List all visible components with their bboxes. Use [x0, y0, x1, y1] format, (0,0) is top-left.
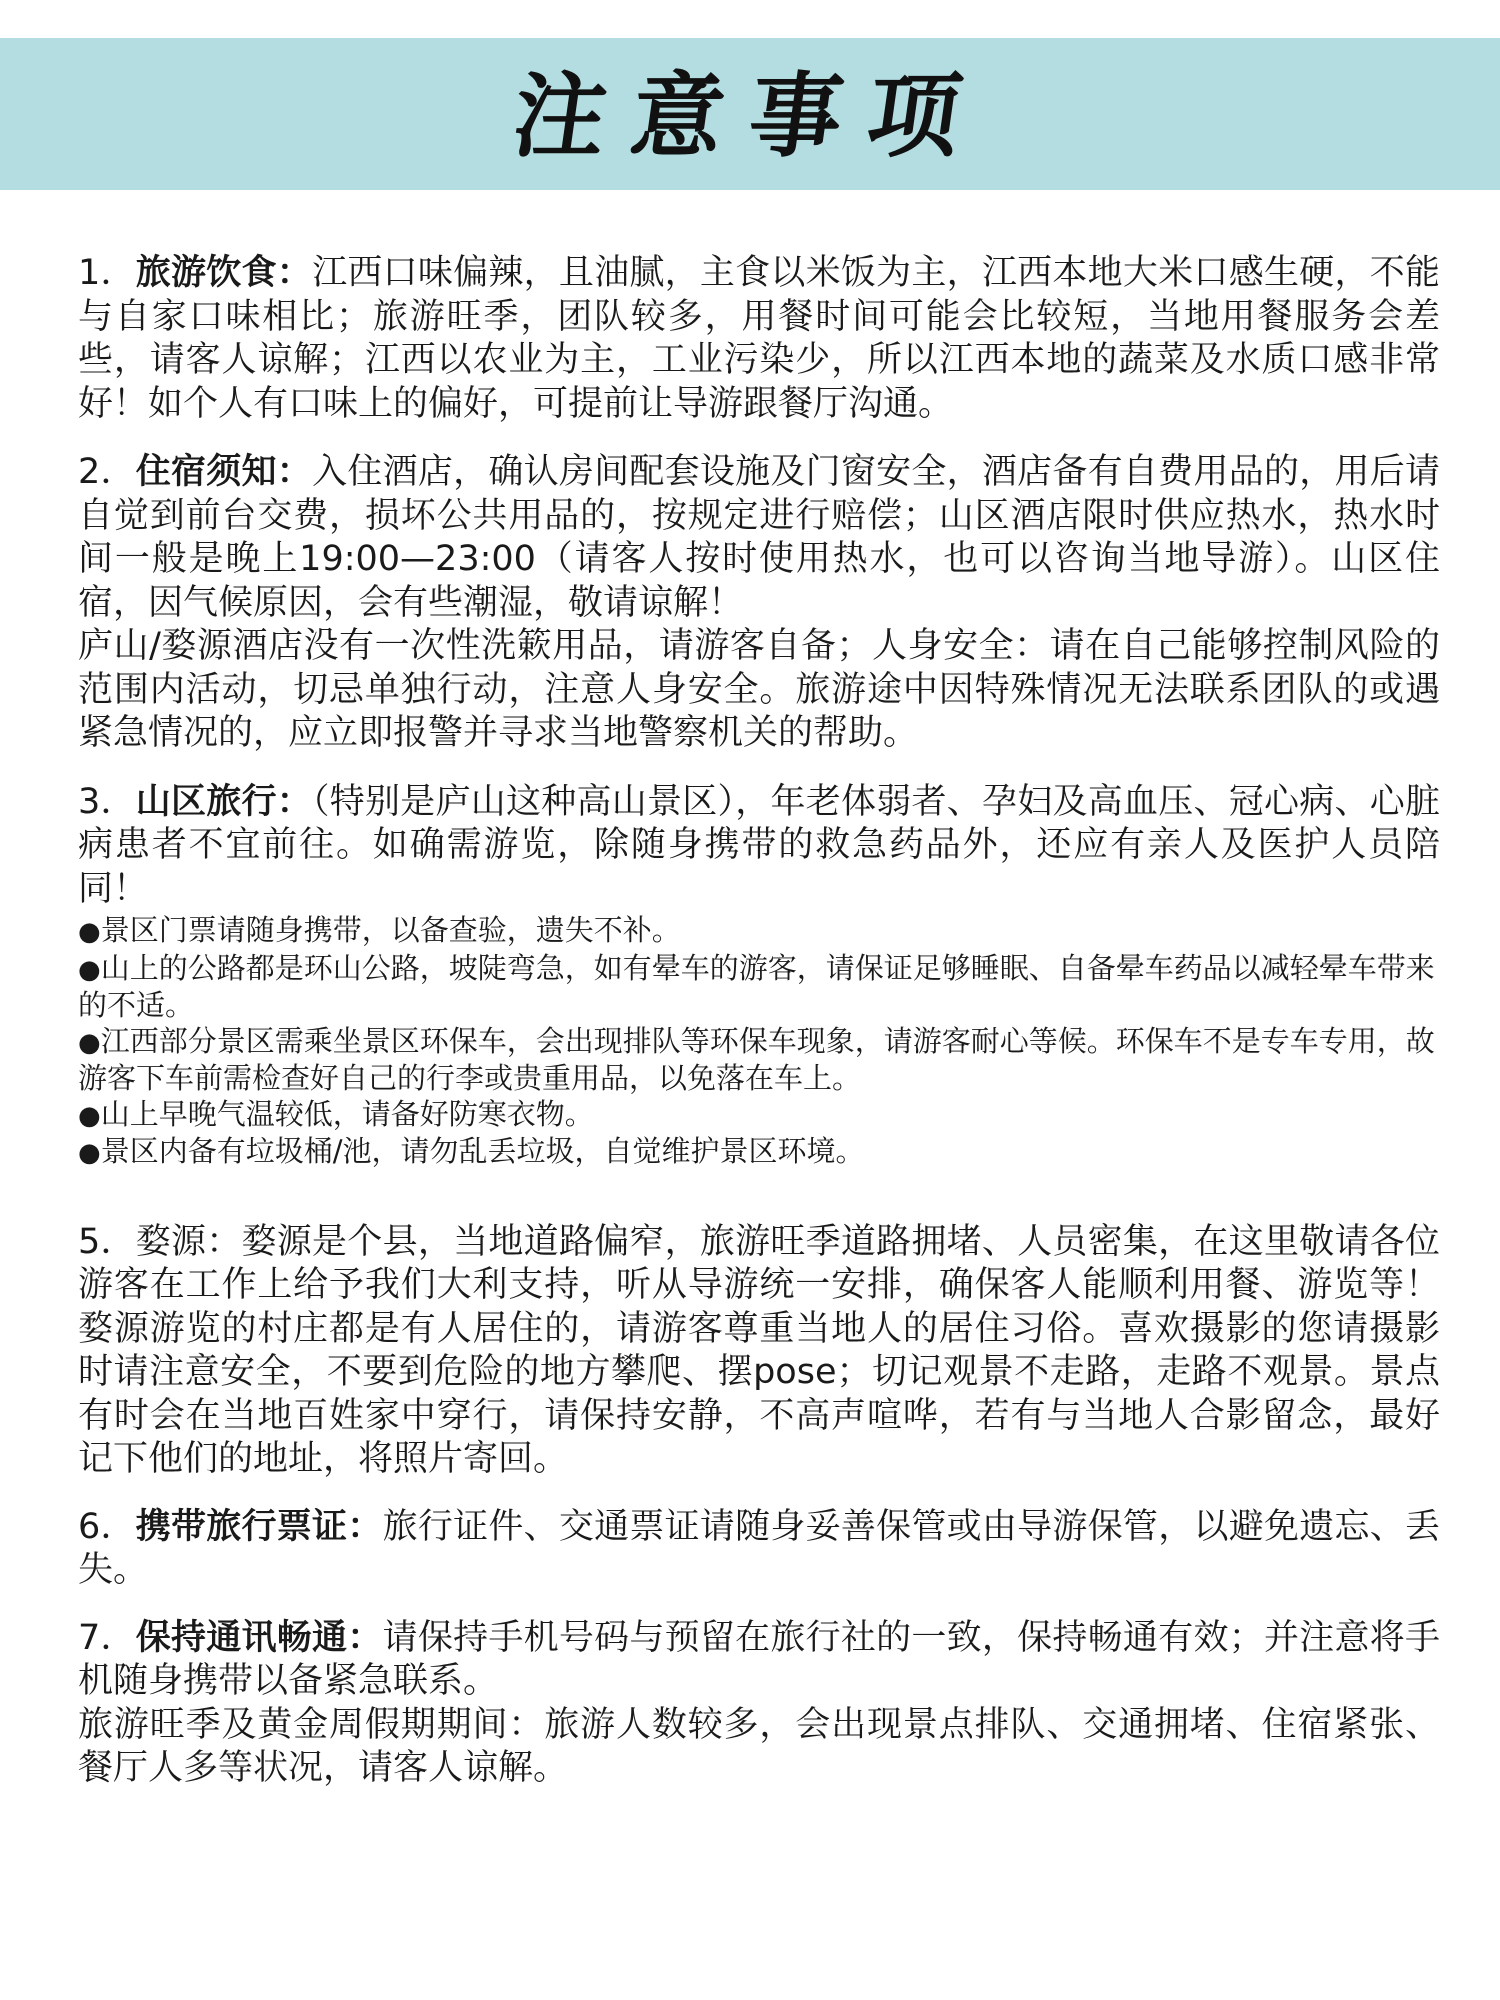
tip-item: [78, 1134, 1440, 1172]
section-number: 7．: [78, 1617, 136, 1658]
bullet-icon: ●: [78, 1100, 101, 1131]
tips-list: [78, 913, 1440, 1172]
section-paragraph: [78, 781, 1440, 912]
title-banner: [0, 38, 1500, 190]
tip-item: [78, 951, 1440, 1024]
tip-item: [78, 1024, 1440, 1097]
section-heading: 保持通讯畅通：: [135, 1617, 383, 1658]
section-wuyuan: [78, 1221, 1440, 1482]
section-communication: [78, 1617, 1440, 1791]
page-title: 注意事项: [506, 62, 994, 170]
section-body: 婺源是个县，当地道路偏窄，旅游旺季道路拥堵、人员密集，在这里敬请各位游客在工作上给予我们大利支持，听从导游统一安排，确保客人能顺利用餐、游览等！婺源游览的村庄都是有人居住的，请游客尊重当地人的居住习俗。喜欢摄影的您请摄影时请注意安全，不要到危险的地方攀爬、摆pose；切记观景不走路，走路不观景。景点有时会在当地百姓家中穿行，请保持安静，不高声喧哗，若有与当地人合影留念，最好记下他们的地址，将照片寄回。: [78, 1221, 1440, 1479]
section-heading: 住宿须知：: [135, 452, 313, 492]
notice-content: [78, 252, 1440, 1791]
section-paragraph: [78, 1506, 1440, 1593]
tip-text: 山上早晚气温较低，请备好防寒衣物。: [100, 1096, 594, 1131]
tip-text: 景区门票请随身携带，以备查验，遗失不补。: [100, 913, 681, 947]
bullet-icon: ●: [78, 1138, 101, 1168]
section-extra-paragraph: 旅游旺季及黄金周假期期间：旅游人数较多，会出现景点排队、交通拥堵、住宿紧张、餐厅人多等状况，请客人谅解。: [78, 1704, 1440, 1788]
tip-text: 山上的公路都是环山公路，坡陡弯急，如有晕车的游客，请保证足够睡眠、自备晕车药品以减轻晕车带来的不适。: [78, 950, 1435, 1022]
section-number: 6．: [78, 1506, 136, 1547]
section-body: 请保持手机号码与预留在旅行社的一致，保持畅通有效；并注意将手机随身携带以备紧急联系。: [78, 1617, 1440, 1701]
tip-item: [78, 913, 1440, 951]
bullet-icon: ●: [78, 1027, 101, 1058]
section-dining: [78, 252, 1440, 426]
section-heading: 婺源：: [135, 1221, 242, 1262]
section-body: 入住酒店，确认房间配套设施及门窗安全，酒店备有自费用品的，用后请自觉到前台交费，损坏公共用品的，按规定进行赔偿；山区酒店限时供应热水，热水时间一般是晚上19:00—23:00（请客人按时使用热水，也可以咨询当地导游）。山区住宿，因气候原因，会有些潮湿，敬请谅解！: [78, 452, 1440, 623]
section-number: 3．: [78, 781, 136, 822]
section-heading: 携带旅行票证：: [135, 1506, 383, 1547]
section-paragraph: [78, 1617, 1440, 1704]
section-number: 5．: [78, 1221, 136, 1262]
section-extra-paragraph: 庐山/婺源酒店没有一次性洗簌用品，请游客自备；人身安全：请在自己能够控制风险的范围内活动，切忌单独行动，注意人身安全。旅游途中因特殊情况无法联系团队的或遇紧急情况的，应立即报警并寻求当地警察机关的帮助。: [78, 626, 1440, 753]
section-paragraph: [78, 252, 1440, 426]
section-paragraph: [78, 451, 1440, 625]
bullet-icon: ●: [78, 954, 101, 985]
section-mountain-travel: [78, 781, 1440, 1172]
section-heading: 旅游饮食：: [135, 253, 313, 293]
section-body: 旅行证件、交通票证请随身妥善保管或由导游保管，以避免遗忘、丢失。: [78, 1506, 1440, 1590]
section-number: 2．: [78, 452, 136, 492]
section-accommodation: [78, 451, 1440, 756]
section-body: 江西口味偏辣，且油腻，主食以米饭为主，江西本地大米口感生硬，不能与自家口味相比；旅游旺季，团队较多，用餐时间可能会比较短，当地用餐服务会差些，请客人谅解；江西以农业为主，工业污染少，所以江西本地的蔬菜及水质口感非常好！如个人有口味上的偏好，可提前让导游跟餐厅沟通。: [78, 253, 1440, 424]
section-body: （特别是庐山这种高山景区），年老体弱者、孕妇及高血压、冠心病、心脏病患者不宜前往。如确需游览，除随身携带的救急药品外，还应有亲人及医护人员陪同！: [78, 781, 1440, 909]
section-travel-documents: [78, 1506, 1440, 1593]
bullet-icon: ●: [78, 917, 101, 947]
section-number: 1．: [78, 253, 136, 293]
section-heading: 山区旅行：: [135, 781, 313, 822]
tip-text: 景区内备有垃圾桶/池，请勿乱丢垃圾，自觉维护景区环境。: [100, 1134, 865, 1168]
tip-item: [78, 1097, 1440, 1135]
tip-text: 江西部分景区需乘坐景区环保车，会出现排队等环保车现象，请游客耐心等候。环保车不是专车专用，故游客下车前需检查好自己的行李或贵重用品，以免落在车上。: [78, 1023, 1435, 1095]
section-paragraph: [78, 1221, 1440, 1482]
